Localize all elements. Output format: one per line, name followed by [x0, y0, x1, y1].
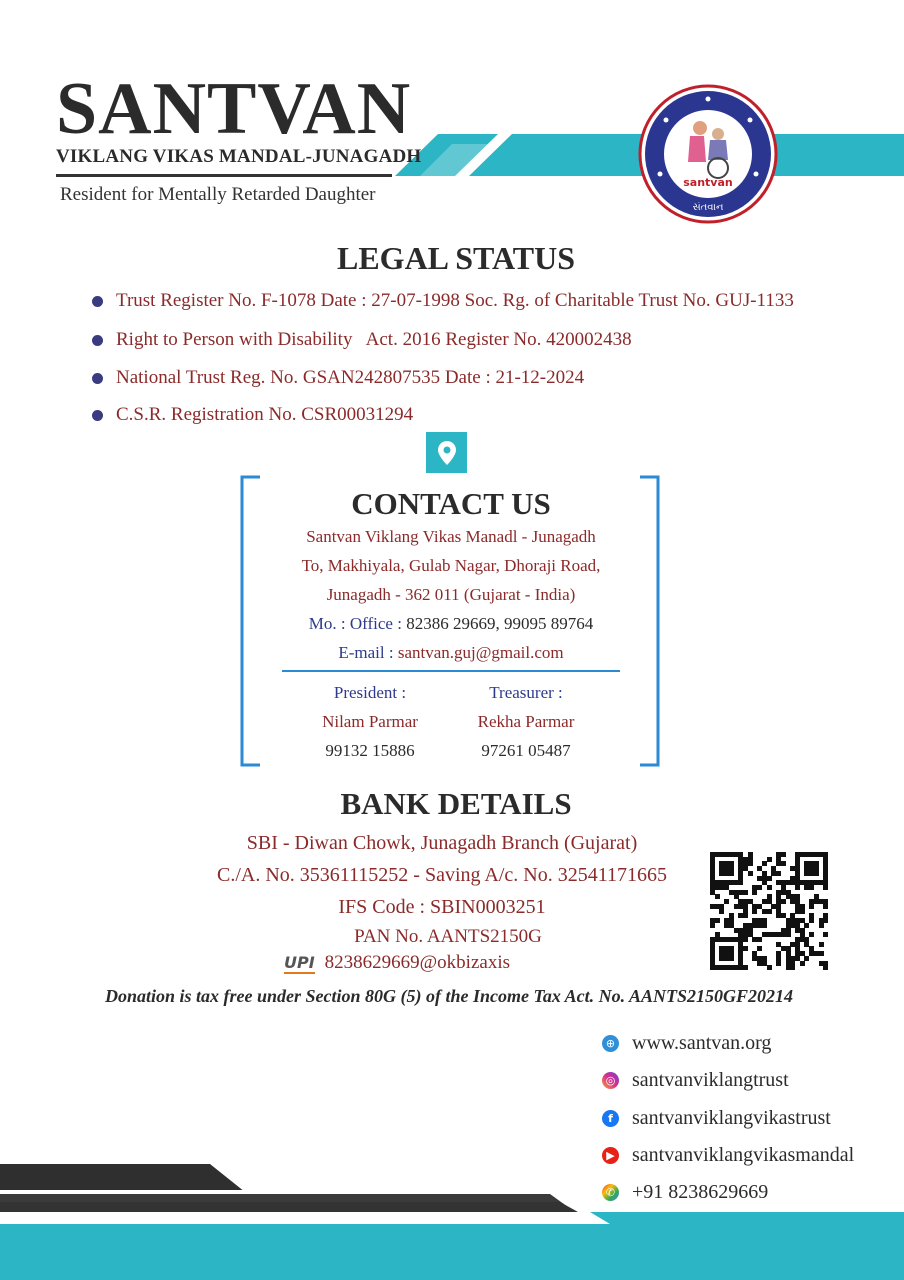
qr-module [752, 890, 757, 895]
qr-module [800, 909, 805, 914]
qr-module [776, 961, 781, 966]
bank-accounts: C./A. No. 35361115252 - Saving A/c. No. 32541171665 [217, 864, 667, 886]
qr-module [767, 965, 772, 970]
qr-module [800, 961, 805, 966]
legal-item-text: Trust Register No. F-1078 Date : 27-07-1998 Soc. Rg. of Charitable Trust No. GUJ-1133 [116, 290, 794, 311]
location-pin-icon [426, 432, 467, 473]
qr-module [786, 932, 791, 937]
youtube-icon: ▶ [602, 1147, 619, 1164]
logo-ring-text: સંતવાન [692, 202, 724, 213]
social-text: www.santvan.org [632, 1032, 772, 1054]
contact-us-heading: CONTACT US [351, 486, 551, 521]
qr-module [757, 937, 762, 942]
qr-module [767, 909, 772, 914]
qr-module [819, 942, 824, 947]
qr-module [710, 923, 715, 928]
treasurer-block [456, 678, 596, 765]
qr-module [743, 965, 748, 970]
qr-module [819, 951, 824, 956]
qr-module [767, 885, 772, 890]
social-phone[interactable] [602, 1181, 768, 1204]
qr-module [823, 965, 828, 970]
header-underline [56, 174, 392, 177]
qr-module [743, 937, 748, 942]
qr-module [781, 861, 786, 866]
contact-address-line: Santvan Viklang Vikas Manadl - Junagadh [306, 527, 596, 546]
qr-module [809, 885, 814, 890]
contact-address-line: To, Makhiyala, Gulab Nagar, Dhoraji Road, [301, 556, 601, 575]
social-youtube[interactable] [602, 1144, 854, 1167]
legal-item [92, 367, 584, 389]
bullet-icon [92, 410, 103, 421]
treasurer-role: Treasurer : [489, 683, 563, 702]
legal-item [92, 404, 413, 426]
social-website[interactable] [602, 1032, 771, 1055]
bank-details-heading: BANK DETAILS [340, 786, 572, 821]
qr-module [819, 923, 824, 928]
qr-code [710, 852, 828, 970]
treasurer-name: Rekha Parmar [477, 712, 575, 731]
qr-module [809, 904, 814, 909]
instagram-icon: ◎ [602, 1072, 619, 1089]
contact-address-line: Junagadh - 362 011 (Gujarat - India) [326, 585, 576, 604]
qr-module [767, 876, 772, 881]
qr-module [776, 871, 781, 876]
qr-module [762, 923, 767, 928]
qr-module [781, 852, 786, 857]
qr-module [752, 909, 757, 914]
qr-module [809, 918, 814, 923]
qr-module [719, 909, 724, 914]
qr-module [743, 946, 748, 951]
president-phone: 99132 15886 [325, 741, 415, 760]
santvan-logo [638, 84, 778, 224]
qr-module [724, 899, 729, 904]
upi-id: 8238629669@okbizaxis [324, 952, 510, 973]
legal-status-heading: LEGAL STATUS [336, 240, 575, 276]
social-text: santvanviklangvikasmandal [632, 1144, 855, 1166]
contact-email [240, 643, 662, 663]
logo-text: santvan [683, 176, 733, 189]
legal-item-text: Right to Person with Disability Act. 2016 Register No. 420002438 [116, 329, 632, 350]
qr-module [781, 899, 786, 904]
qr-module [795, 885, 800, 890]
globe-icon: ⊕ [602, 1035, 619, 1052]
legal-item-text: National Trust Reg. No. GSAN242807535 Date : 21-12-2024 [116, 367, 585, 388]
qr-module [804, 923, 809, 928]
president-name: Nilam Parmar [322, 712, 418, 731]
email-label: E-mail : [338, 643, 394, 662]
qr-module [743, 913, 748, 918]
bank-branch: SBI - Diwan Chowk, Junagadh Branch (Gujarat) [246, 832, 638, 854]
bullet-icon [92, 335, 103, 346]
social-text: santvanviklangvikastrust [632, 1107, 831, 1129]
qr-module [823, 885, 828, 890]
legal-item-text: C.S.R. Registration No. CSR00031294 [116, 404, 414, 425]
brand-subtitle: VIKLANG VIKAS MANDAL-JUNAGADH [56, 146, 422, 167]
qr-module [823, 904, 828, 909]
qr-module [743, 890, 748, 895]
facebook-icon: f [602, 1110, 619, 1127]
qr-module [790, 965, 795, 970]
qr-module [757, 885, 762, 890]
legal-item [92, 329, 632, 351]
qr-module [804, 956, 809, 961]
email-link[interactable]: santvan.guj@gmail.com [397, 643, 564, 662]
qr-module [757, 946, 762, 951]
president-role: President : [333, 683, 407, 702]
upi-logo: UPI [284, 952, 315, 972]
social-text: santvanviklangtrust [632, 1069, 789, 1091]
phone-icon: ✆ [602, 1184, 619, 1201]
qr-module [767, 857, 772, 862]
contact-phone [240, 614, 662, 634]
legal-item [92, 290, 794, 312]
qr-module [823, 932, 828, 937]
qr-module [748, 861, 753, 866]
qr-module [823, 918, 828, 923]
qr-module [748, 871, 753, 876]
upi-row [284, 952, 510, 974]
treasurer-phone: 97261 05487 [481, 741, 571, 760]
footer-stripes [0, 1150, 904, 1280]
qr-module [715, 918, 720, 923]
social-facebook[interactable] [602, 1107, 831, 1130]
brand-title: SANTVAN [56, 68, 412, 150]
qr-module [762, 861, 767, 866]
qr-module [738, 880, 743, 885]
brand-tagline: Resident for Mentally Retarded Daughter [60, 184, 376, 205]
qr-module [729, 956, 734, 961]
bank-pan: PAN No. AANTS2150G [354, 926, 542, 947]
president-block [300, 678, 440, 765]
bullet-icon [92, 296, 103, 307]
qr-module [729, 871, 734, 876]
qr-module [715, 894, 720, 899]
donation-note: Donation is tax free under Section 80G (5) of the Income Tax Act. No. AANTS2150GF20214 [104, 986, 794, 1006]
social-text: +91 8238629669 [632, 1181, 769, 1203]
phone-value: 82386 29669, 99095 89764 [406, 614, 594, 633]
qr-module [809, 932, 814, 937]
social-instagram[interactable] [602, 1069, 789, 1092]
bullet-icon [92, 373, 103, 384]
bank-ifsc: IFS Code : SBIN0003251 [338, 896, 546, 918]
phone-label: Mo. : Office : [308, 614, 402, 633]
qr-module [814, 871, 819, 876]
